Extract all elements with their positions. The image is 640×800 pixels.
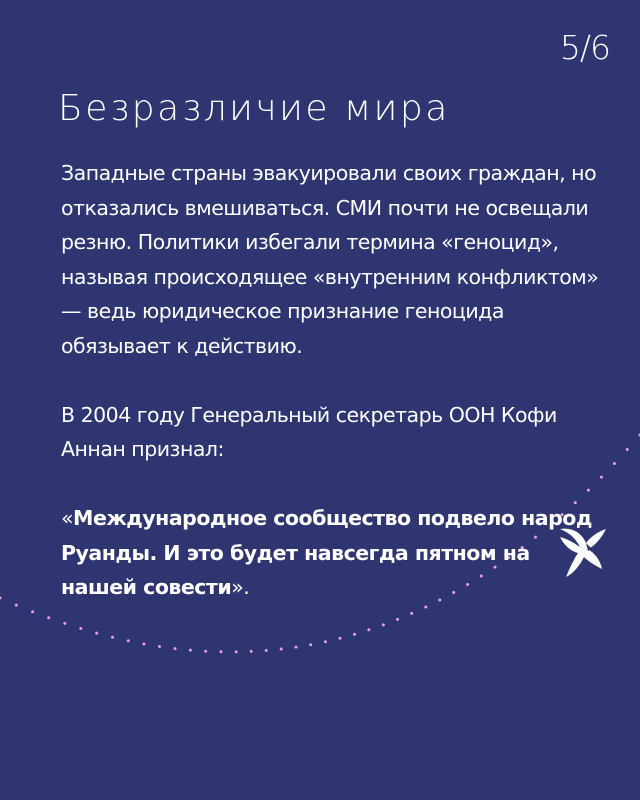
decor-dot	[79, 627, 82, 630]
decor-dot	[265, 649, 268, 652]
paragraph-annan: В 2004 году Генеральный секретарь ООН Кофи Аннан признал:	[61, 402, 557, 461]
decor-dot	[382, 623, 385, 626]
quote-text: Международное сообщество подвело народ Руанды. И это будет навсегда пятном на нашей совести	[61, 506, 592, 599]
decor-dot	[111, 636, 114, 639]
decor-dot	[424, 606, 427, 609]
decor-dot	[47, 616, 50, 619]
decor-dot	[396, 618, 399, 621]
decor-dot	[63, 622, 66, 625]
decor-dot	[142, 642, 145, 645]
decor-dot	[367, 628, 370, 631]
paragraph-indifference: Западные страны эвакуировали своих граждан, но отказались вмешиваться. СМИ почти не освещали резню. Политики избегали термина «геноцид», называя происходящее «внутренним конфликтом» — ведь юридическое признание геноцида обязывает к действию.	[61, 161, 599, 358]
decor-dot	[174, 647, 177, 650]
decor-dot	[127, 639, 130, 642]
decor-dot	[410, 612, 413, 615]
decor-dot	[31, 610, 34, 613]
decor-dot	[15, 604, 18, 607]
slide-counter: 5/6	[559, 28, 610, 67]
decor-dot	[295, 646, 298, 649]
decor-dot	[250, 650, 253, 653]
decor-dot	[324, 640, 327, 643]
decor-dot	[220, 650, 223, 653]
quote-close-mark: ».	[231, 575, 250, 599]
body-text	[61, 156, 601, 605]
decor-dot	[353, 633, 356, 636]
decor-dot	[280, 648, 283, 651]
decor-dot	[339, 637, 342, 640]
decor-dot	[0, 597, 2, 600]
decor-dot	[613, 462, 616, 465]
annan-quote	[61, 501, 601, 605]
decor-dot	[189, 649, 192, 652]
decor-dot	[95, 632, 98, 635]
decor-dot	[626, 448, 629, 451]
decor-dot	[309, 643, 312, 646]
decor-dot	[158, 645, 161, 648]
page-title: Безразличие мира	[58, 88, 450, 129]
decor-dot	[204, 650, 207, 653]
quote-open-mark: «	[61, 506, 74, 530]
decor-dot	[235, 650, 238, 653]
